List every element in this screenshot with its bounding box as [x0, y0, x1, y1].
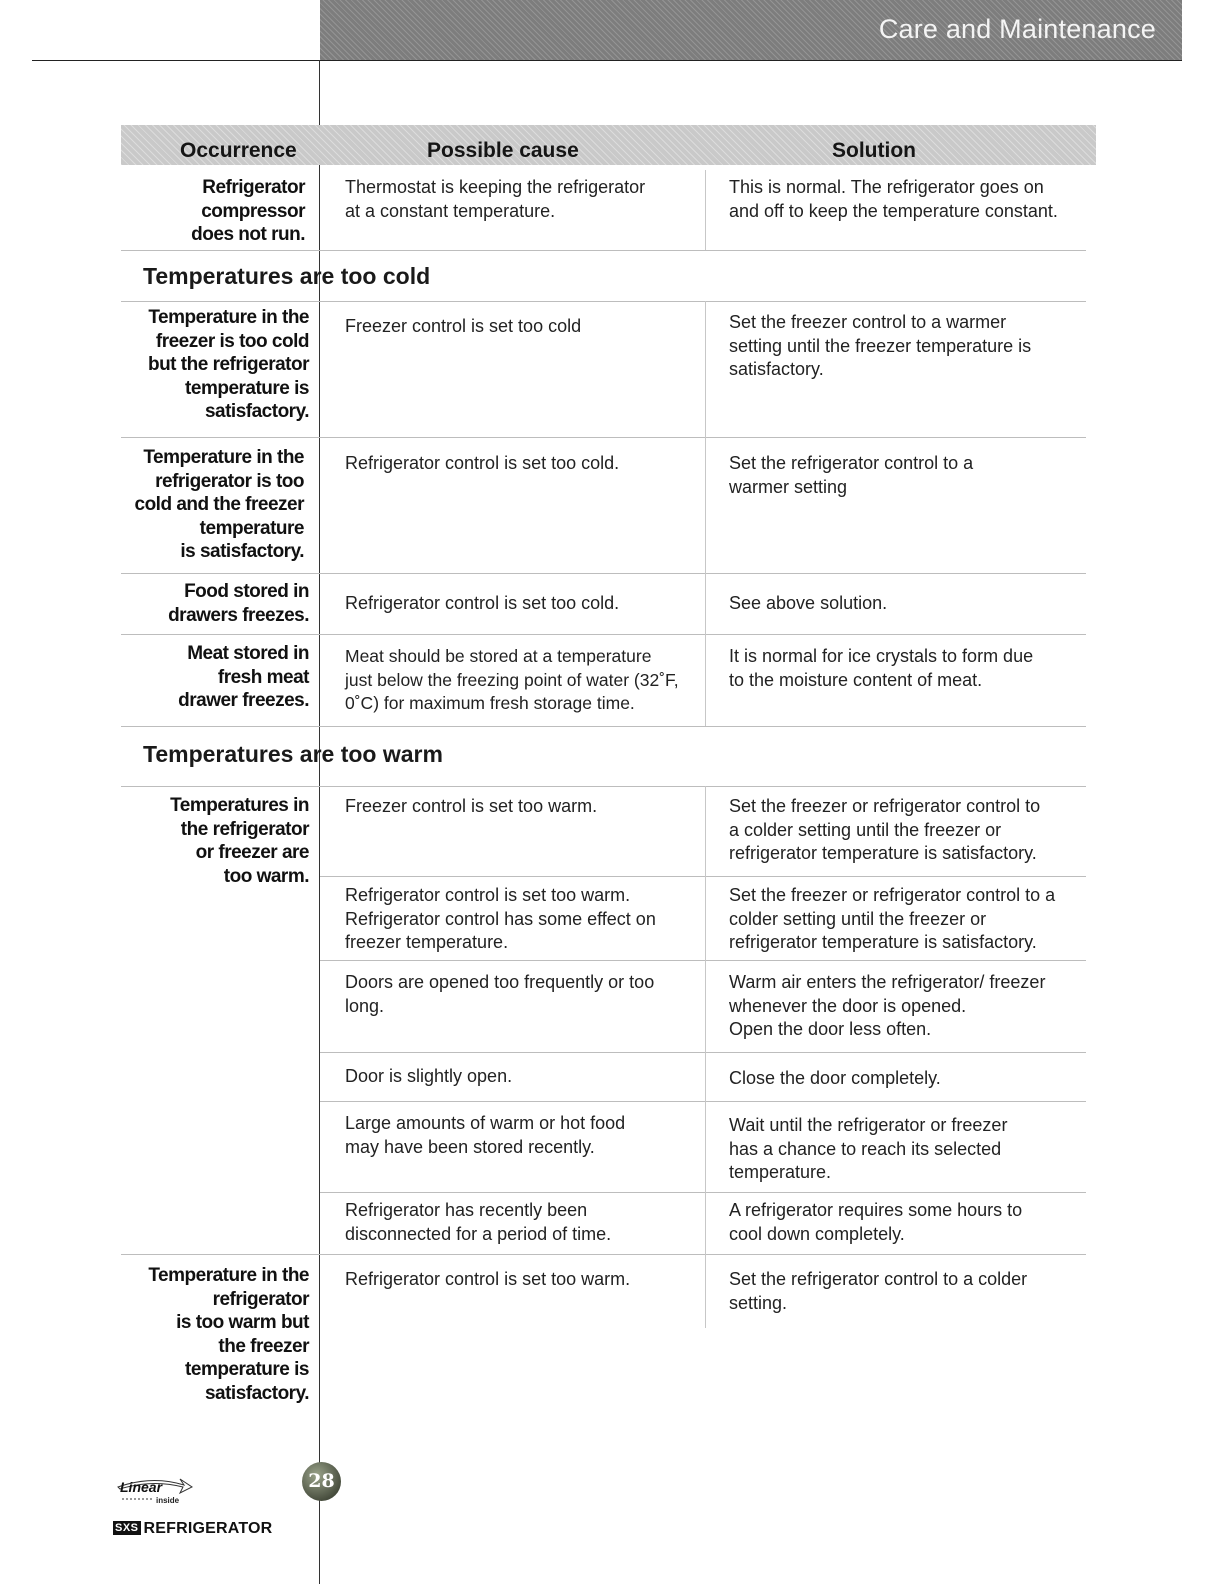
solution-food-in-drawers: See above solution.: [729, 593, 888, 613]
solution-refrigerator-control-warm: Set the freezer or refrigerator control to a colder setting until the freezer or refrigerator temperature is satisfactory.: [729, 885, 1056, 952]
cause-freezer-too-cold: Freezer control is set too cold: [345, 316, 582, 336]
column-rule: [705, 437, 706, 573]
column-rule: [705, 301, 706, 437]
linear-inside-logo: [112, 1475, 222, 1509]
cause-doors-opened-frequently: Doors are opened too frequently or too long.: [345, 972, 655, 1016]
cause-meat-drawer: Meat should be stored at a temperature just below the freezing point of water (32˚F, 0˚C) for maximum fresh storage time.: [345, 646, 679, 713]
column-header-solution: Solution: [832, 139, 916, 162]
cause-refrigerator-too-warm: Refrigerator control is set too warm.: [345, 1269, 631, 1289]
row-rule: [121, 634, 1086, 635]
row-rule: [121, 786, 1086, 787]
column-rule: [705, 634, 706, 726]
occurrence-meat-drawer: Meat stored in fresh meat drawer freezes.: [178, 643, 309, 711]
cause-freezer-too-warm: Freezer control is set too warm.: [345, 796, 598, 816]
row-rule: [121, 1254, 1086, 1255]
cause-compressor: Thermostat is keeping the refrigerator at a constant temperature.: [345, 177, 646, 221]
occurrence-food-in-drawers: Food stored in drawers freezes.: [168, 581, 309, 626]
solution-doors-opened-frequently: Warm air enters the refrigerator/ freezer whenever the door is opened. Open the door less often.: [729, 972, 1046, 1039]
product-name: REFRIGERATOR: [143, 1520, 273, 1537]
solution-freezer-too-warm: Set the freezer or refrigerator control to a colder setting until the freezer or refrigerator temperature is satisfactory.: [729, 796, 1041, 863]
row-rule: [320, 1052, 1086, 1053]
section-title-too-cold: Temperatures are too cold: [143, 263, 431, 289]
row-rule: [320, 1101, 1086, 1102]
row-rule: [121, 250, 1086, 251]
row-rule: [320, 960, 1086, 961]
cause-recently-disconnected: Refrigerator has recently been disconnected for a period of time.: [345, 1200, 612, 1244]
solution-meat-drawer: It is normal for ice crystals to form due to the moisture content of meat.: [729, 646, 1034, 690]
column-rule: [705, 786, 706, 1254]
occurrence-refrigerator-too-cold: Temperature in the refrigerator is too cold and the freezer temperature is satisfactory.: [134, 447, 304, 562]
solution-warm-food-stored: Wait until the refrigerator or freezer has a chance to reach its selected temperature.: [729, 1115, 1008, 1182]
solution-compressor: This is normal. The refrigerator goes on and off to keep the temperature constant.: [729, 177, 1058, 221]
occurrence-freezer-too-cold: Temperature in the freezer is too cold but the refrigerator temperature is satisfactory.: [147, 307, 309, 422]
logo-text: Linear: [120, 1479, 163, 1495]
cause-refrigerator-control-warm: Refrigerator control is set too warm. Refrigerator control has some effect on freezer temperature.: [345, 885, 656, 952]
solution-door-slightly-open: Close the door completely.: [729, 1068, 941, 1088]
cause-door-slightly-open: Door is slightly open.: [345, 1066, 513, 1086]
page-title: Care and Maintenance: [878, 14, 1156, 44]
sxs-badge: SXS: [115, 1522, 139, 1534]
occurrence-refrigerator-too-warm: Temperature in the refrigerator is too warm but the freezer temperature is satisfactory.: [148, 1265, 309, 1404]
solution-refrigerator-too-cold: Set the refrigerator control to a warmer setting: [729, 453, 974, 497]
solution-recently-disconnected: A refrigerator requires some hours to cool down completely.: [729, 1200, 1023, 1244]
header-rule: [32, 60, 1182, 61]
logo-subtext: inside: [156, 1496, 180, 1505]
row-rule: [121, 437, 1086, 438]
column-rule: [705, 1254, 706, 1328]
product-label: [113, 1520, 272, 1538]
cause-warm-food-stored: Large amounts of warm or hot food may have been stored recently.: [345, 1113, 626, 1157]
page-number: 28: [302, 1462, 341, 1501]
solution-freezer-too-cold: Set the freezer control to a warmer setting until the freezer temperature is satisfactory.: [729, 312, 1032, 379]
solution-refrigerator-too-warm: Set the refrigerator control to a colder setting.: [729, 1269, 1028, 1313]
row-rule: [320, 876, 1086, 877]
section-title-too-warm: Temperatures are too warm: [143, 741, 443, 767]
column-rule: [705, 170, 706, 250]
row-rule: [121, 726, 1086, 727]
column-header-occurrence: Occurrence: [180, 139, 297, 162]
row-rule: [121, 573, 1086, 574]
row-rule: [320, 1192, 1086, 1193]
occurrence-compressor: Refrigerator compressor does not run.: [191, 177, 305, 245]
cause-food-in-drawers: Refrigerator control is set too cold.: [345, 593, 620, 613]
row-rule: [121, 301, 1086, 302]
column-header-possible-cause: Possible cause: [427, 139, 579, 162]
column-rule: [705, 573, 706, 634]
occurrence-both-too-warm: Temperatures in the refrigerator or freezer are too warm.: [170, 795, 309, 887]
cause-refrigerator-too-cold: Refrigerator control is set too cold.: [345, 453, 620, 473]
